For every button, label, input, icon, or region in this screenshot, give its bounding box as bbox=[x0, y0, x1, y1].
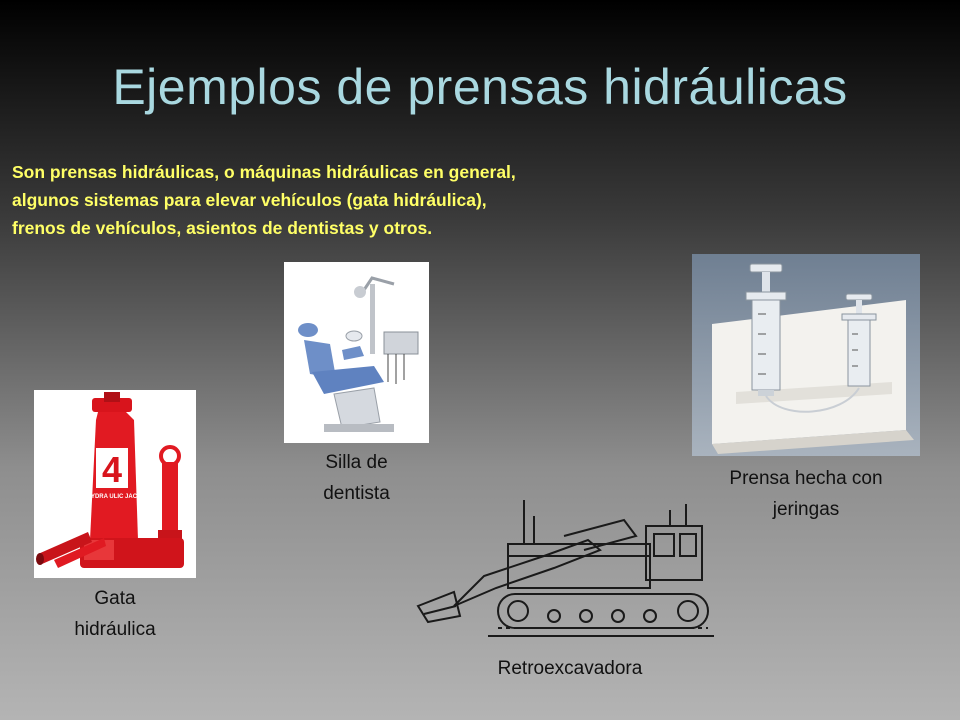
dental-chair-caption-line-1: Silla de bbox=[325, 452, 388, 473]
slide-title: Ejemplos de prensas hidráulicas bbox=[112, 59, 848, 115]
jack-caption-line-1: Gata bbox=[94, 588, 136, 609]
backhoe-caption: Retroexcavadora bbox=[497, 658, 643, 679]
intro-line-1: Son prensas hidráulicas, o máquinas hidráulicas en general, bbox=[12, 162, 516, 182]
intro-paragraph bbox=[12, 158, 732, 242]
jack-label: HYDRA ULIC JACK bbox=[86, 494, 142, 500]
dental-chair-caption bbox=[284, 447, 429, 509]
backhoe-image bbox=[414, 496, 718, 642]
intro-line-2: algunos sistemas para elevar vehículos (gata hidráulica), bbox=[12, 190, 487, 210]
syringe-press-caption bbox=[690, 463, 922, 525]
dental-chair-caption-line-2: dentista bbox=[323, 483, 390, 504]
jack-number: 4 bbox=[101, 449, 123, 490]
hydraulic-jack-image bbox=[34, 390, 196, 578]
syringe-press-caption-line-1: Prensa hecha con bbox=[729, 468, 883, 489]
jack-caption-line-2: hidráulica bbox=[74, 619, 156, 640]
syringe-press-caption-line-2: jeringas bbox=[772, 499, 840, 520]
jack-caption bbox=[34, 583, 196, 645]
syringe-press-image bbox=[692, 254, 920, 456]
intro-line-3: frenos de vehículos, asientos de dentistas y otros. bbox=[12, 218, 433, 238]
dental-chair-image bbox=[284, 262, 429, 443]
